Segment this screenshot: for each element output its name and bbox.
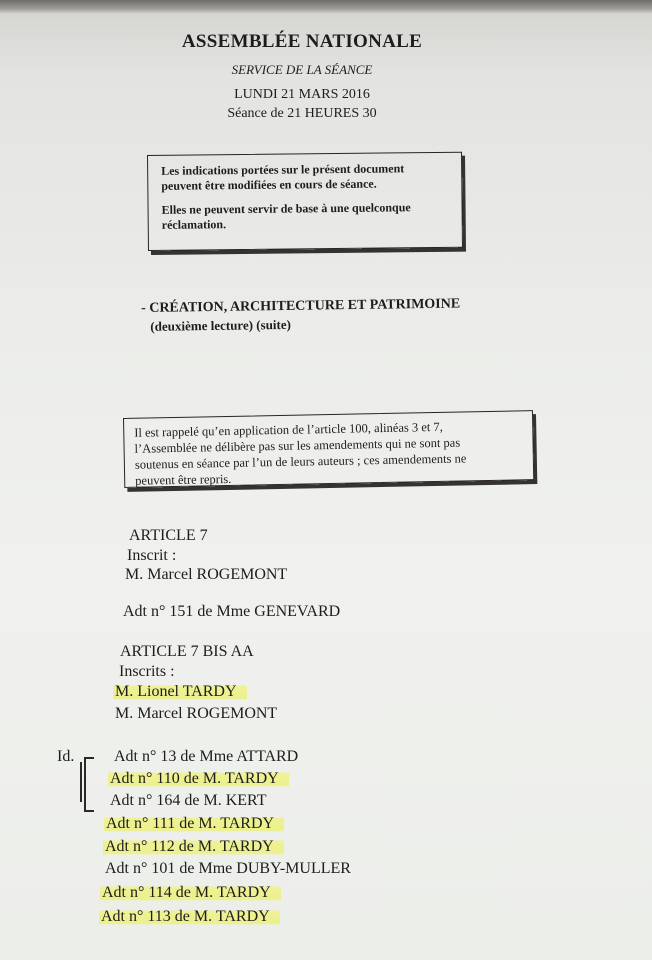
service-label: SERVICE DE LA SÉANCE	[231, 62, 373, 77]
amendment-item	[104, 883, 281, 903]
section-heading	[141, 296, 461, 336]
article-7-inscrit-label: Inscrit :	[127, 547, 177, 564]
section-subtitle: (deuxième lecture) (suite)	[150, 316, 292, 334]
highlighted-amendment: Adt n° 114 de M. TARDY	[100, 884, 281, 901]
document-title: ASSEMBLÉE NATIONALE	[181, 31, 423, 52]
identical-bracket-icon	[84, 757, 94, 812]
amendment-item	[103, 907, 280, 927]
amendment-item: Adt n° 164 de M. KERT	[110, 792, 267, 809]
paper-shadow-edge	[0, 0, 652, 14]
notice-paragraph-2	[162, 200, 452, 233]
amendment-item	[108, 814, 284, 834]
highlighted-amendment: Adt n° 111 de M. TARDY	[104, 815, 284, 832]
section-title: - CRÉATION, ARCHITECTURE ET PATRIMOINE	[141, 296, 461, 316]
article-7bisaa-heading: ARTICLE 7 BIS AA	[120, 643, 254, 660]
identical-label: Id.	[57, 748, 75, 765]
amendment-item: Adt n° 101 de Mme DUBY-MULLER	[105, 860, 351, 877]
notice-line: peuvent être modifiées en cours de séance.	[161, 176, 377, 193]
reminder-box	[123, 410, 534, 488]
identical-bracket-stem-icon	[80, 762, 82, 802]
article-7bisaa-speaker: M. Marcel ROGEMONT	[115, 705, 278, 722]
article-7-heading: ARTICLE 7	[129, 527, 208, 544]
notice-line: Elles ne peuvent servir de base à une quelconque	[161, 200, 411, 217]
reminder-line: l’Assemblée ne délibère pas sur les amendements qui ne sont pas	[134, 435, 461, 456]
highlighted-amendment: Adt n° 112 de M. TARDY	[103, 838, 284, 855]
highlighted-amendment: Adt n° 113 de M. TARDY	[99, 908, 280, 925]
article-7-amendment: Adt n° 151 de Mme GENEVARD	[123, 603, 341, 620]
reminder-line: soutenus en séance par l’un de leurs auteurs ; ces amendements ne	[134, 451, 467, 472]
amendment-item: Adt n° 13 de Mme ATTARD	[114, 748, 299, 765]
article-7bisaa-inscrits-label: Inscrits :	[119, 663, 175, 680]
highlighted-speaker: M. Lionel TARDY	[113, 683, 247, 700]
amendment-item	[112, 769, 289, 789]
session-time: Séance de 21 HEURES 30	[227, 106, 377, 121]
article-7bisaa-speaker	[117, 682, 247, 702]
reminder-line: peuvent être repris.	[135, 471, 232, 488]
notice-line: réclamation.	[161, 217, 227, 232]
session-date: LUNDI 21 MARS 2016	[234, 87, 370, 102]
highlighted-amendment: Adt n° 110 de M. TARDY	[108, 770, 289, 787]
notice-box	[147, 152, 463, 251]
reminder-line: Il est rappelé qu’en application de l’article 100, alinéas 3 et 7,	[134, 419, 443, 440]
notice-line: Les indications portées sur le présent document	[161, 161, 405, 178]
notice-paragraph-1	[161, 161, 451, 194]
amendment-item	[107, 837, 284, 857]
article-7-speaker: M. Marcel ROGEMONT	[125, 566, 288, 583]
